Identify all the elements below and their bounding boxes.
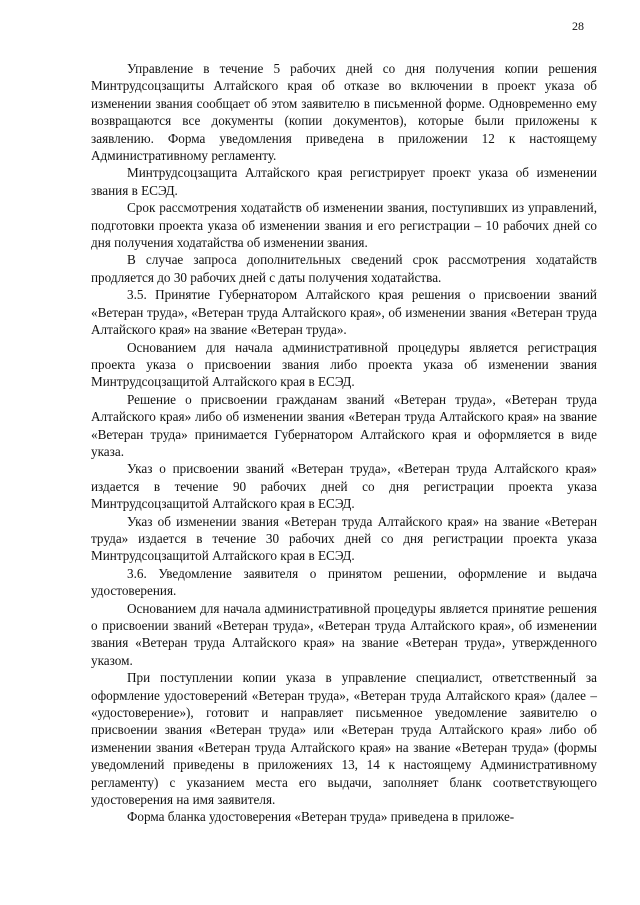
paragraph-governor-decision: Решение о присвоении гражданам званий «Ветеран труда», «Ветеран труда Алтайского края» либо об изменении звания «Ветеран труда Алтайского края» на звание «Ветеран труда» принимается Губернатором Алтайского края и оформляется в виде указа. [91,391,597,459]
section-3-5-heading: 3.5. Принятие Губернатором Алтайского края решения о присвоении званий «Ветеран труда», «Ветеран труда Алтайского края», об изменении звания «Ветеран труда Алтайского края» на звание «Ветеран труда». [91,287,597,338]
paragraph-certificate-form: Форма бланка удостоверения «Ветеран труда» приведена в приложе- [127,809,515,825]
paragraph-notification-refusal: Управление в течение 5 рабочих дней со дня получения копии решения Минтрудсоцзащиты Алтайского края об отказе во включении в проект указа об изменении звания сообщает об этом заявителю в письменной форме. Одновременно ему возвращаются все документы (копии документов), которые были приложены к заявлению. Форма уведомления приведена в приложении 12 к настоящему Административному регламенту. [91,61,597,164]
paragraph-review-period: Срок рассмотрения ходатайств об изменении звания, поступивших из управлений, подготовки проекта указа об изменении звания и его регистрации – 10 рабочих дней со дня получения ходатайства об изменении звания. [91,200,597,251]
paragraph-procedure-basis: Основанием для начала административной процедуры является регистрация проекта указа о присвоении звания либо проекта указа об изменении звания Минтрудсоцзащитой Алтайского края в ЕСЭД. [91,339,597,390]
document-body [91,60,597,826]
paragraph-specialist-duties: При поступлении копии указа в управление специалист, ответственный за оформление удостоверений «Ветеран труда», «Ветеран труда Алтайского края» (далее – «удостоверение»), готовит и направляет письменное уведомление заявителю о присвоении звания «Ветеран труда» или «Ветеран труда Алтайского края» либо об изменении звания «Ветеран труда Алтайского края» на звание «Ветеран труда» (формы уведомлений приведены в приложениях 13, 14 к настоящему Административному регламенту) с указанием места его выдачи, заполняет бланк соответствующего удостоверения на имя заявителя. [91,670,597,808]
paragraph-extension: В случае запроса дополнительных сведений срок рассмотрения ходатайств продляется до 30 рабочих дней с даты получения ходатайства. [91,252,597,285]
section-3-6-heading: 3.6. Уведомление заявителя о принятом решении, оформление и выдача удостоверения. [91,565,597,599]
paragraph-decree-90-days: Указ о присвоении званий «Ветеран труда», «Ветеран труда Алтайского края» издается в течение 90 рабочих дней со дня регистрации проекта указа Минтрудсоцзащитой Алтайского края в ЕСЭД. [91,461,597,512]
paragraph-decree-30-days: Указ об изменении звания «Ветеран труда Алтайского края» на звание «Ветеран труда» издается в течение 30 рабочих дней со дня регистрации проекта указа Минтрудсоцзащитой Алтайского края в ЕСЭД. [91,513,597,564]
paragraph-notification-basis: Основанием для начала административной процедуры является принятие решения о присвоении званий «Ветеран труда», «Ветеран труда Алтайского края», об изменении звания «Ветеран труда Алтайского края» на звание «Ветеран труда», утвержденного указом. [91,600,597,668]
paragraph-registration-esed: Минтрудсоцзащита Алтайского края регистрирует проект указа об изменении звания в ЕСЭД. [91,165,597,198]
page-number: 28 [572,19,584,33]
